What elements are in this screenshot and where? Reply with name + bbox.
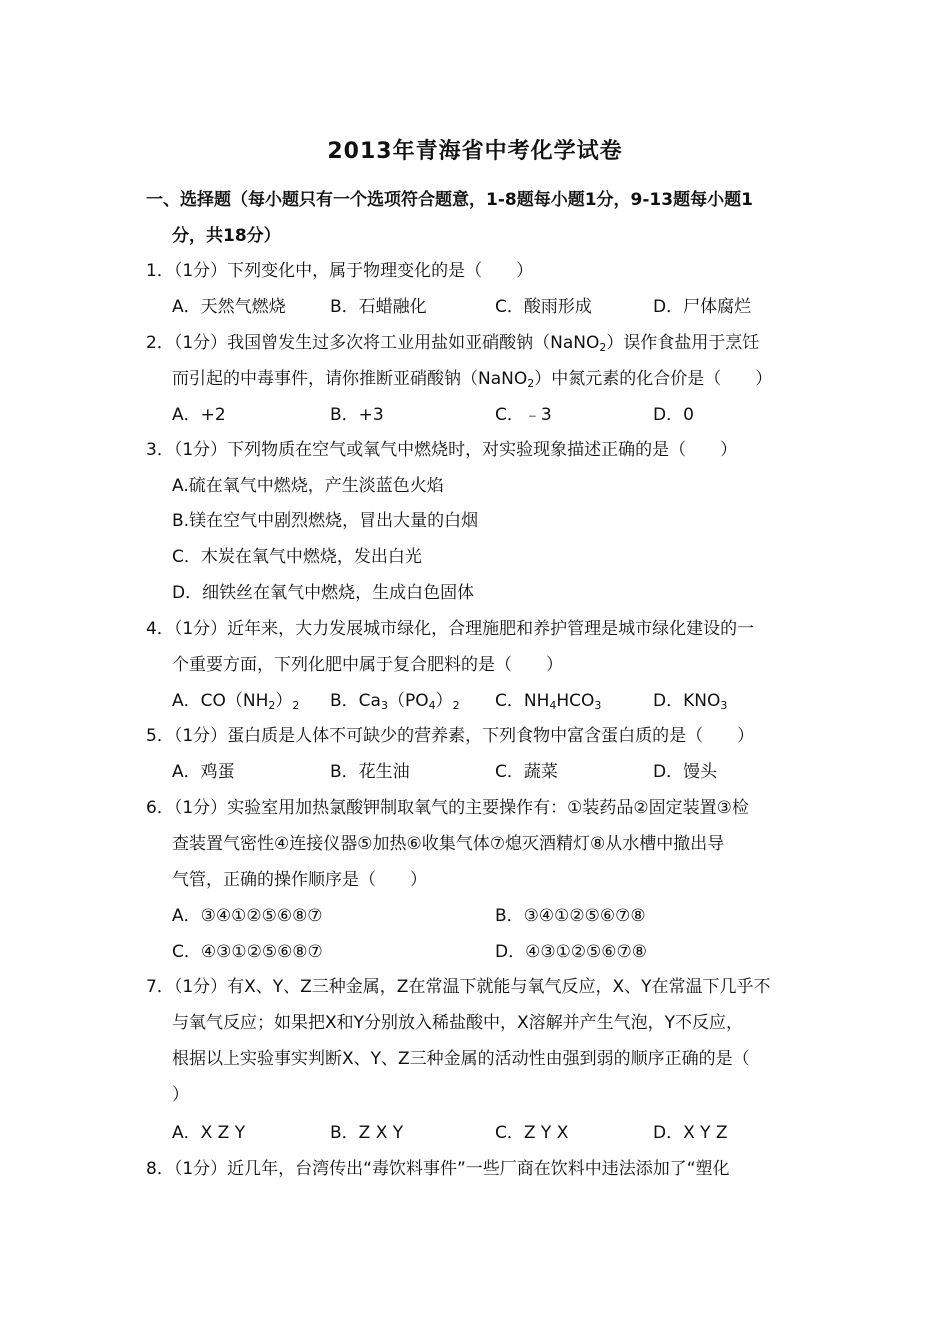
q5-option-d: D．馒头: [653, 762, 718, 782]
section-heading-cont: 分，共18分）: [172, 226, 281, 246]
question-2-line1: 2．（1分）我国曾发生过多次将工业用盐如亚硝酸钠（NaNO$_2$）误作食盐用于烹饪: [146, 333, 760, 354]
page-title: 2013年青海省中考化学试卷: [327, 139, 623, 164]
q6-option-c: C．④③①②⑤⑥⑧⑦: [172, 942, 323, 962]
section-heading: 一、选择题（每小题只有一个选项符合题意，1-8题每小题1分，9-13题每小题1: [146, 190, 753, 210]
question-5-stem: 5．（1分）蛋白质是人体不可缺少的营养素，下列食物中富含蛋白质的是（ ）: [146, 726, 755, 746]
q5-option-c: C．蔬菜: [495, 762, 558, 782]
q1-option-c: C．酸雨形成: [495, 297, 592, 317]
q3-option-d: D．细铁丝在氧气中燃烧，生成白色固体: [172, 583, 475, 603]
q7-option-c: C．Z Y X: [495, 1123, 569, 1143]
question-6-line1: 6．（1分）实验室用加热氯酸钾制取氧气的主要操作有：①装药品②固定装置③检: [146, 798, 749, 818]
q1-option-d: D．尸体腐烂: [653, 297, 752, 317]
q7-option-a: A．X Z Y: [172, 1123, 246, 1143]
question-6-line2: 查装置气密性④连接仪器⑤加热⑥收集气体⑦熄灭酒精灯⑧从水槽中撤出导: [172, 834, 725, 854]
q2-option-a: A．+2: [172, 405, 226, 425]
q2-option-c: C．﹣3: [495, 405, 552, 425]
q7-option-d: D．X Y Z: [653, 1123, 728, 1143]
question-4-line2: 个重要方面，下列化肥中属于复合肥料的是（ ）: [172, 655, 563, 675]
question-7-line1: 7．（1分）有X、Y、Z三种金属，Z在常温下就能与氧气反应，X、Y在常温下几乎不: [146, 977, 771, 997]
q5-option-b: B．花生油: [330, 762, 410, 782]
q5-option-a: A．鸡蛋: [172, 762, 235, 782]
q4-option-a: A．$CO(NH_2)_2$: [172, 691, 300, 712]
q6-option-d: D．④③①②⑤⑥⑦⑧: [495, 942, 648, 962]
q1-option-a: A．天然气燃烧: [172, 297, 286, 317]
q4-option-c: C．$NH_4HCO_3$: [495, 691, 602, 712]
question-8-line1: 8．（1分）近几年，台湾传出“毒饮料事件”一些厂商在饮料中违法添加了“塑化: [146, 1159, 730, 1179]
q2-option-b: B．+3: [330, 405, 384, 425]
q6-option-a: A．③④①②⑤⑥⑧⑦: [172, 906, 323, 926]
question-1-stem: 1．（1分）下列变化中，属于物理变化的是（ ）: [146, 261, 534, 281]
question-7-line3: 根据以上实验事实判断X、Y、Z三种金属的活动性由强到弱的顺序正确的是（: [172, 1049, 750, 1069]
q3-option-b: B.镁在空气中剧烈燃烧，冒出大量的白烟: [172, 511, 479, 531]
q6-option-b: B．③④①②⑤⑥⑦⑧: [495, 906, 646, 926]
q7-option-b: B．Z X Y: [330, 1123, 404, 1143]
q3-option-c: C．木炭在氧气中燃烧，发出白光: [172, 547, 422, 567]
question-7-line4: ）: [172, 1085, 189, 1105]
q2-option-d: D．0: [653, 405, 694, 425]
question-3-stem: 3．（1分）下列物质在空气或氧气中燃烧时，对实验现象描述正确的是（ ）: [146, 440, 738, 460]
question-4-line1: 4．（1分）近年来，大力发展城市绿化，合理施肥和养护管理是城市绿化建设的一: [146, 619, 755, 639]
q4-option-d: D．$KNO_3$: [653, 691, 728, 712]
q3-option-a: A.硫在氧气中燃烧，产生淡蓝色火焰: [172, 476, 444, 496]
q1-option-b: B．石蜡融化: [330, 297, 427, 317]
question-7-line2: 与氧气反应；如果把X和Y分别放入稀盐酸中，X溶解并产生气泡，Y不反应，: [172, 1013, 744, 1033]
q4-option-b: B．$Ca_3(PO_4)_2$: [330, 691, 460, 712]
question-6-line3: 气管，正确的操作顺序是（ ）: [172, 870, 427, 890]
question-2-line2: 而引起的中毒事件，请你推断亚硝酸钠（NaNO$_2$）中氮元素的化合价是（ ）: [172, 369, 773, 390]
